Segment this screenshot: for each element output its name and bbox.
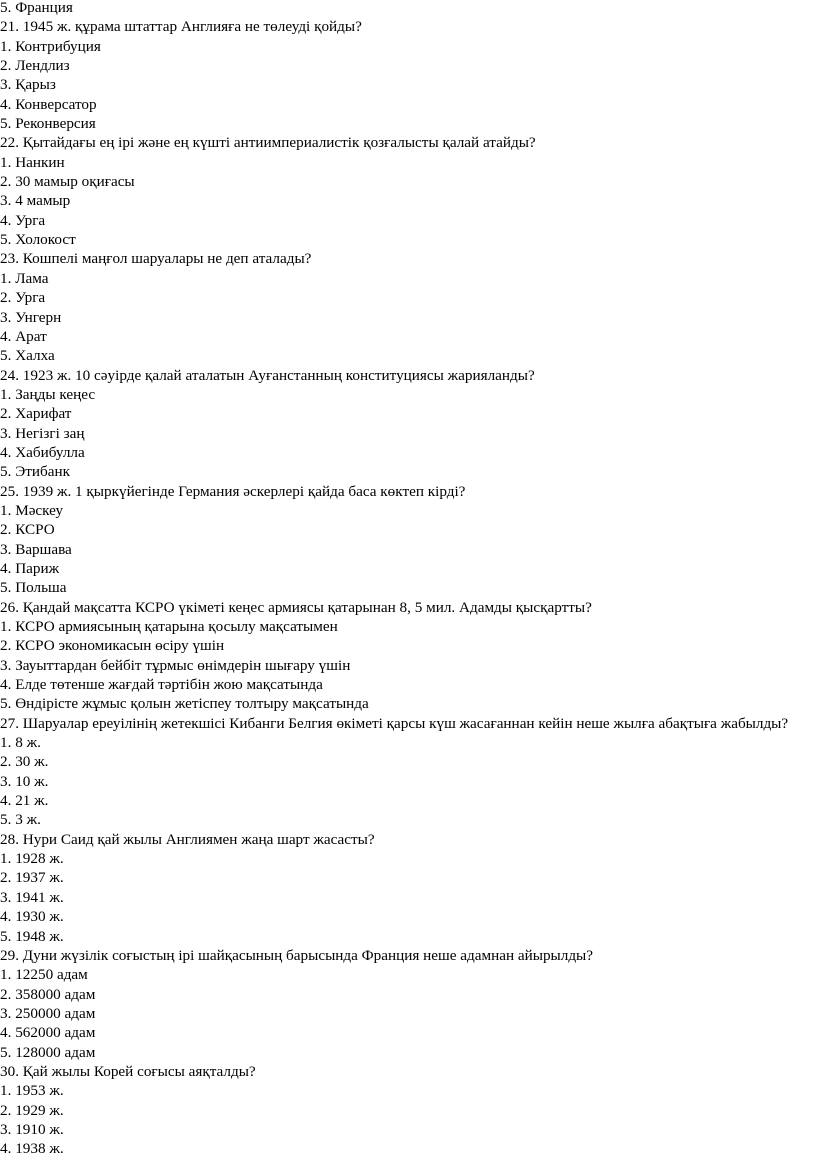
answer-option: 4. 562000 адам <box>0 1024 96 1042</box>
question-text: 24. 1923 ж. 10 сәуірде қалай аталатын Ауғанстанның конституциясы жарияланды? <box>0 366 535 384</box>
question-text: 29. Дуни жүзілік соғыстың ірі шайқасының барысында Франция неше адамнан айырылды? <box>0 946 593 964</box>
answer-option: 4. Париж <box>0 559 60 577</box>
answer-option: 3. 10 ж. <box>0 772 49 790</box>
answer-option: 3. Унгерн <box>0 308 62 326</box>
answer-option: 3. 1941 ж. <box>0 888 64 906</box>
answer-option: 4. 1938 ж. <box>0 1140 64 1158</box>
question-text: 22. Қытайдағы ең ірі және ең күшті антиимпериалистік қозғалысты қалай атайды? <box>0 134 536 152</box>
question-text: 30. Қай жылы Корей соғысы аяқталды? <box>0 1062 256 1080</box>
answer-option: 2. КСРО экономикасын өсіру үшін <box>0 637 225 655</box>
answer-option: 3. 250000 адам <box>0 1004 96 1022</box>
answer-option: 2. 30 мамыр оқиғасы <box>0 173 135 191</box>
answer-option: 1. Заңды кеңес <box>0 385 96 403</box>
answer-option: 4. 1930 ж. <box>0 908 64 926</box>
answer-option: 2. 1937 ж. <box>0 869 64 887</box>
answer-option: 2. Лендлиз <box>0 57 70 75</box>
answer-option: 2. Харифат <box>0 405 72 423</box>
answer-option: 5. 128000 адам <box>0 1043 96 1061</box>
answer-option: 3. Зауыттардан бейбіт тұрмыс өнімдерін шығару үшін <box>0 656 351 674</box>
answer-option: 1. Контрибуция <box>0 37 101 55</box>
answer-option: 3. Қарыз <box>0 76 56 94</box>
answer-option: 4. Конверсатор <box>0 95 97 113</box>
answer-option: 5. Франция <box>0 0 73 16</box>
answer-option: 1. 8 ж. <box>0 734 41 752</box>
answer-option: 4. Арат <box>0 327 47 345</box>
answer-option: 2. 358000 адам <box>0 985 96 1003</box>
answer-option: 1. Нанкин <box>0 153 65 171</box>
answer-option: 1. Лама <box>0 269 49 287</box>
question-text: 23. Кошпелі маңғол шаруалары не деп аталады? <box>0 250 312 268</box>
answer-option: 3. 1910 ж. <box>0 1120 64 1138</box>
question-text: 26. Қандай мақсатта КСРО үкіметі кеңес армиясы қатарынан 8, 5 мил. Адамды қысқартты? <box>0 598 592 616</box>
answer-option: 2. 30 ж. <box>0 753 49 771</box>
answer-option: 1. 1928 ж. <box>0 850 64 868</box>
answer-option: 4. 21 ж. <box>0 792 49 810</box>
answer-option: 1. 12250 адам <box>0 966 88 984</box>
answer-option: 3. Негізгі заң <box>0 424 85 442</box>
question-text: 25. 1939 ж. 1 қыркүйегінде Германия әскерлері қайда баса көктеп кірді? <box>0 482 466 500</box>
answer-option: 4. Хабибулла <box>0 443 85 461</box>
answer-option: 5. Реконверсия <box>0 115 96 133</box>
answer-option: 1. Мәскеу <box>0 501 64 519</box>
answer-option: 5. Холокост <box>0 231 76 249</box>
answer-option: 5. Польша <box>0 579 67 597</box>
answer-option: 1. КСРО армиясының қатарына қосылу мақсатымен <box>0 618 338 635</box>
question-text: 21. 1945 ж. құрама штаттар Англияға не төлеуді қойды? <box>0 18 362 36</box>
answer-option: 3. Варшава <box>0 540 72 558</box>
answer-option: 5. Халха <box>0 347 55 365</box>
answer-option: 3. 4 мамыр <box>0 192 71 210</box>
answer-option: 5. 3 ж. <box>0 811 41 829</box>
answer-option: 4. Урга <box>0 211 46 229</box>
question-text: 27. Шаруалар ереуілінің жетекшісі Кибанги Белгия өкіметі қарсы күш жасағаннан кейін неше жылға абақтыға жабылды? <box>0 714 789 732</box>
answer-option: 5. Этибанк <box>0 463 70 481</box>
answer-option: 2. 1929 ж. <box>0 1101 64 1119</box>
answer-option: 2. КСРО <box>0 521 55 539</box>
answer-option: 5. Өндірісте жұмыс қолын жетіспеу толтыру мақсатында <box>0 695 369 713</box>
answer-option: 1. 1953 ж. <box>0 1082 64 1100</box>
question-text: 28. Нури Саид қай жылы Англиямен жаңа шарт жасасты? <box>0 830 375 848</box>
answer-option: 2. Урга <box>0 289 46 307</box>
answer-option: 5. 1948 ж. <box>0 927 64 945</box>
answer-option: 4. Елде төтенше жағдай тәртібін жою мақсатында <box>0 676 323 694</box>
